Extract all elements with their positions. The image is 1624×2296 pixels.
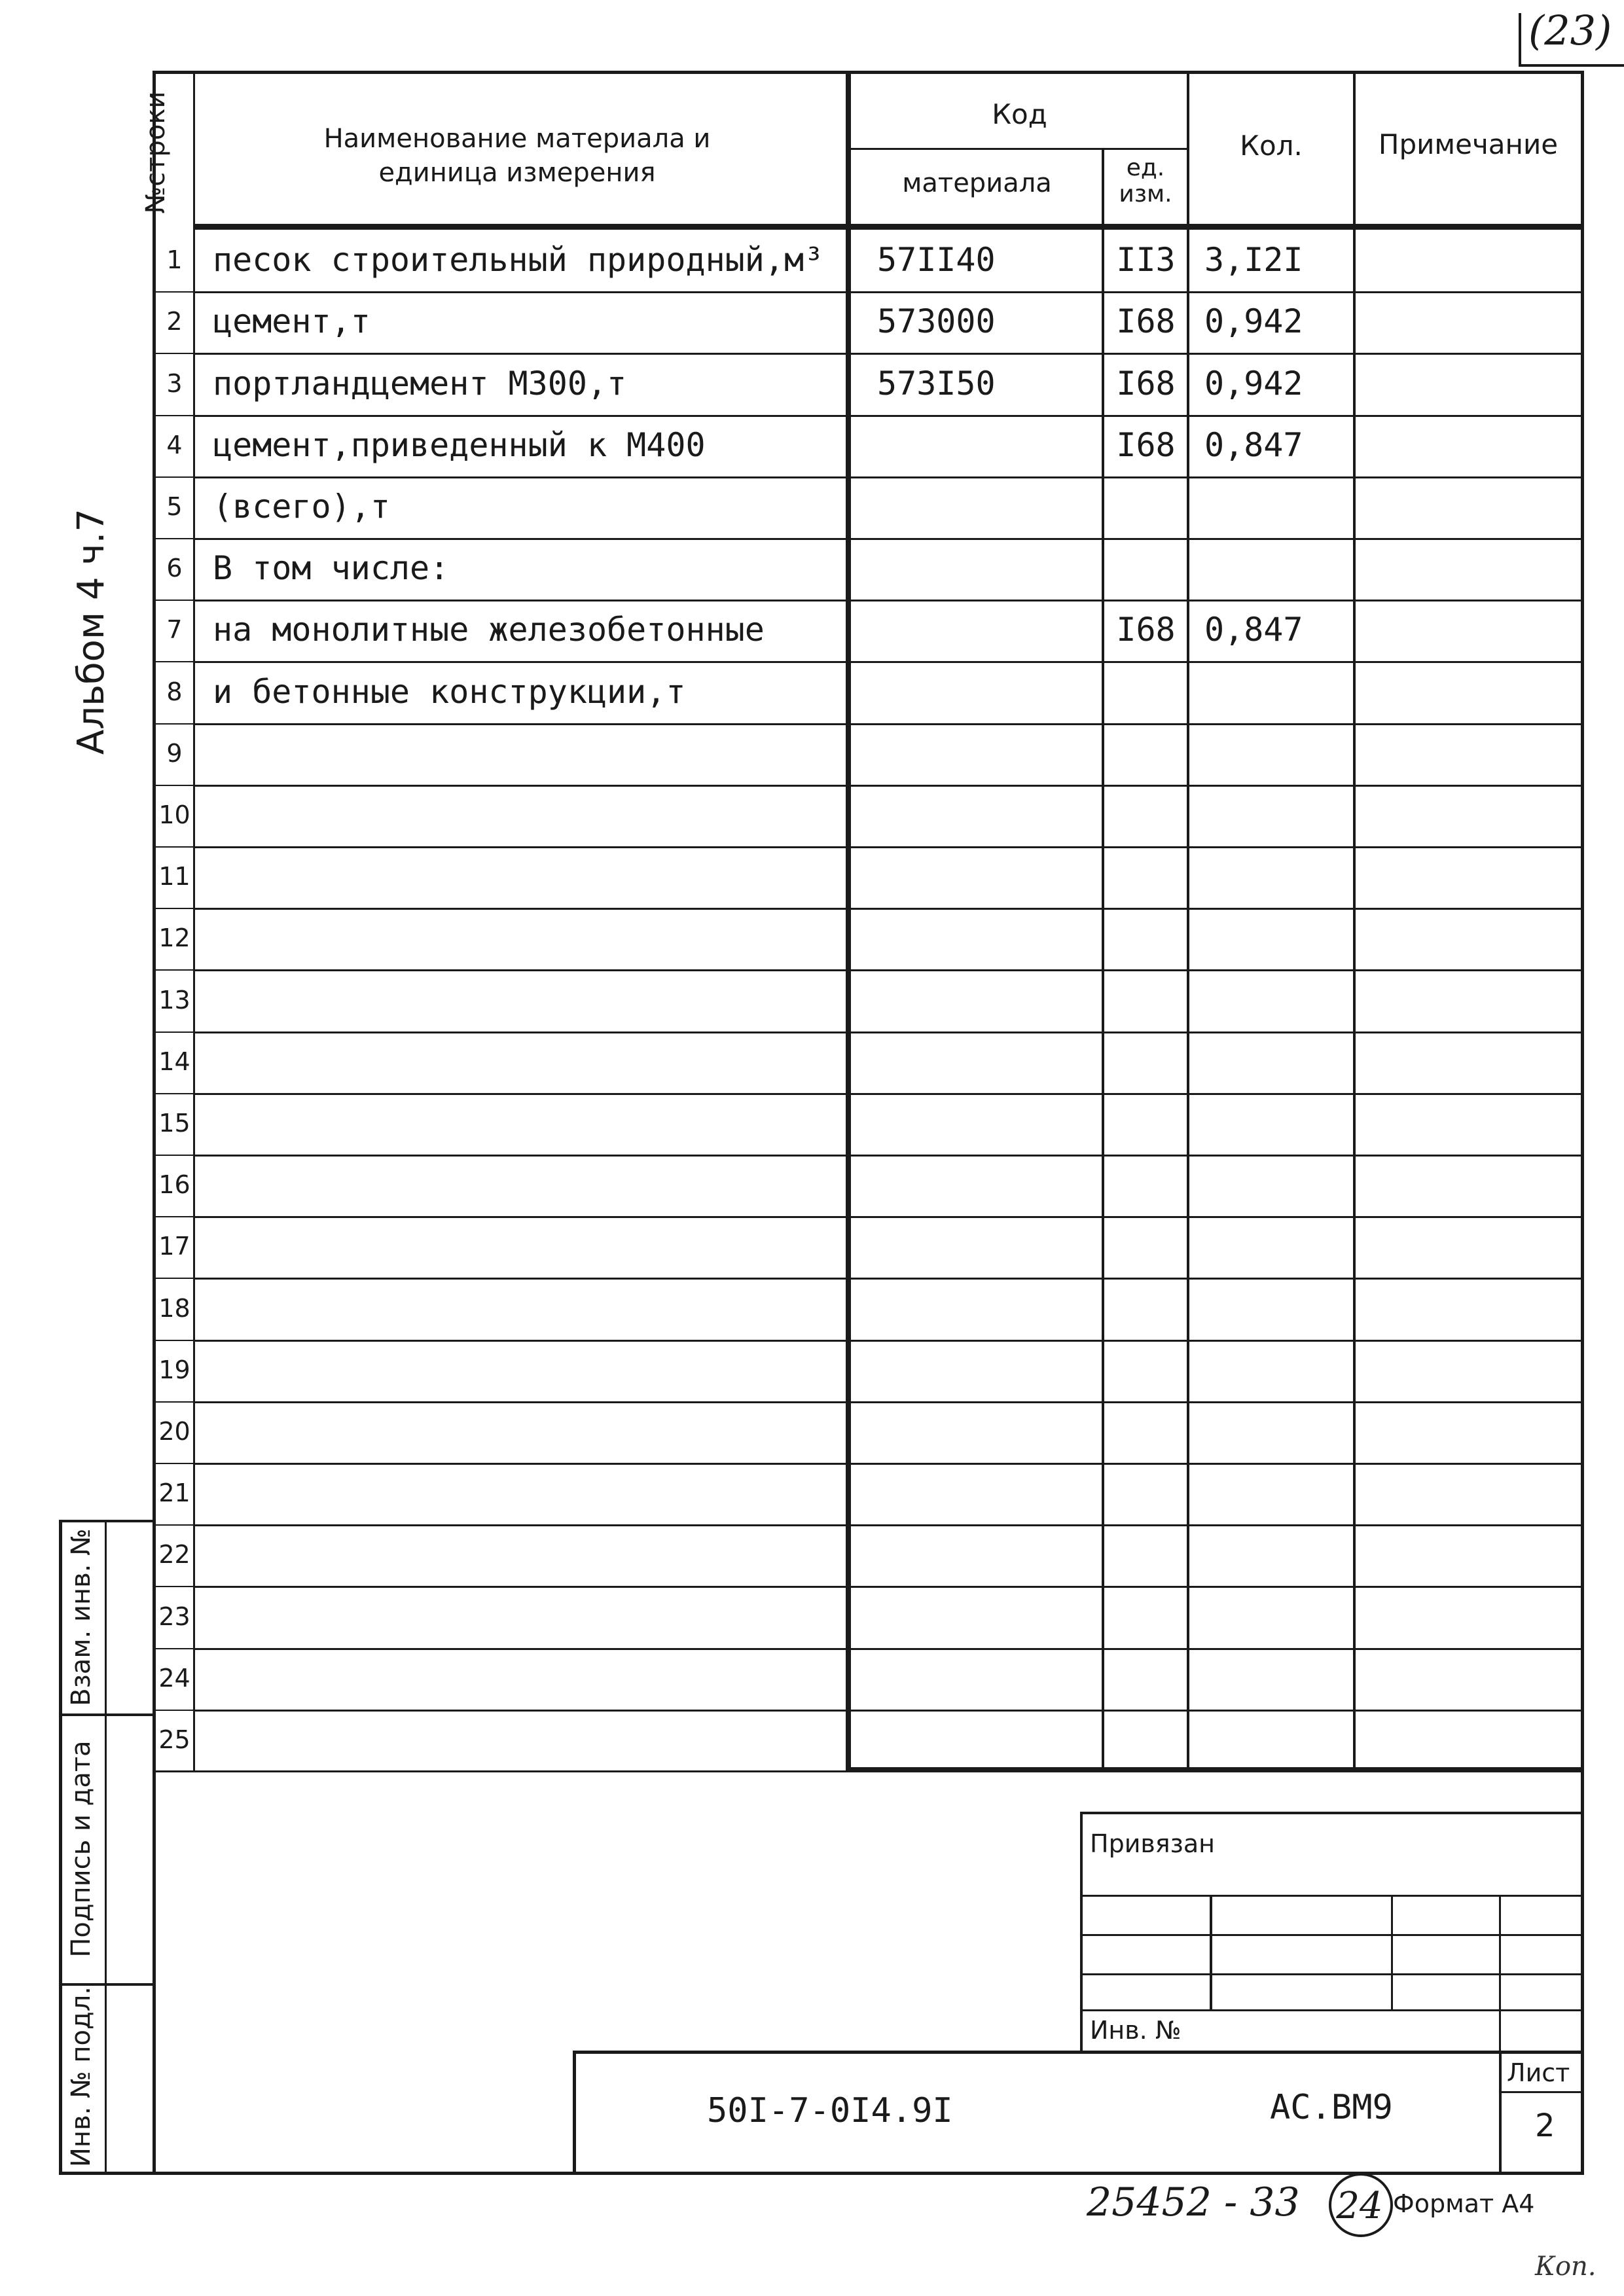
title-grid-v2 — [1391, 1895, 1393, 2009]
row-separator — [193, 476, 1584, 478]
row-separator — [193, 723, 1584, 725]
row-number-separator — [153, 1031, 194, 1033]
table-top-border — [153, 71, 1584, 74]
page-number-top: (23) — [1528, 7, 1612, 54]
row-number-separator — [153, 600, 194, 601]
doc-mark: АС.ВМ9 — [1270, 2088, 1393, 2127]
row-number: 20 — [158, 1417, 190, 1446]
doc-box-right — [1499, 2051, 1502, 2175]
row-number-separator — [153, 476, 194, 478]
row-number: 9 — [166, 739, 183, 768]
row-unit-code: I68 — [1116, 302, 1176, 340]
row-number: 16 — [158, 1170, 190, 1199]
row-material-name: (всего),т — [213, 488, 390, 526]
row-quantity: 3,I2I — [1204, 241, 1303, 279]
col-sep-unit — [1187, 71, 1189, 1770]
sheet-number: 2 — [1535, 2108, 1555, 2144]
row-separator — [193, 1031, 1584, 1033]
row-separator — [193, 1278, 1584, 1280]
header-bottom-border — [193, 224, 1584, 230]
row-number-separator — [153, 785, 194, 786]
row-number-separator — [153, 661, 194, 662]
row-unit-code: I68 — [1116, 426, 1176, 464]
header-note: Примечание — [1378, 128, 1559, 160]
row-separator — [193, 600, 1584, 601]
col-sep-mat — [1102, 149, 1104, 1770]
row-separator — [193, 1340, 1584, 1342]
row-separator — [193, 846, 1584, 848]
side-album-label: Альбом 4 ч.7 — [70, 509, 113, 755]
row-number-separator — [153, 538, 194, 539]
header-quantity: Кол. — [1240, 130, 1303, 162]
row-number: 14 — [158, 1047, 190, 1076]
row-separator — [193, 1093, 1584, 1095]
row-number-separator — [153, 1648, 194, 1649]
inv-number-label: Инв. № — [1090, 2016, 1182, 2045]
row-separator — [193, 415, 1584, 417]
row-separator — [193, 1216, 1584, 1218]
row-separator — [193, 969, 1584, 971]
row-number-separator — [153, 969, 194, 971]
footer-circled-number: 24 — [1336, 2185, 1383, 2227]
header-material-name: Наименование материала и единица измерения — [323, 124, 711, 188]
doc-code: 50I-7-0I4.9I — [707, 2091, 953, 2130]
row-quantity: 0,942 — [1204, 302, 1303, 340]
title-grid-v1 — [1210, 1895, 1212, 2009]
row-number: 23 — [158, 1602, 190, 1631]
title-grid-h4 — [1080, 2009, 1584, 2011]
row-number: 3 — [166, 368, 183, 398]
footer-signature: Коп. — [1535, 2251, 1597, 2282]
stamp-signature-date: Подпись и дата — [66, 1740, 96, 1958]
footer-handwritten-number: 25452 - 33 — [1087, 2179, 1300, 2225]
row-number: 1 — [166, 245, 183, 274]
row-number: 12 — [158, 924, 190, 952]
row-material-code: 573I50 — [877, 364, 996, 403]
row-number: 24 — [158, 1664, 190, 1693]
row-number-separator — [153, 1278, 194, 1279]
col-sep-name — [846, 71, 851, 1770]
row-separator — [193, 1586, 1584, 1588]
row-number-separator — [153, 1401, 194, 1403]
row-number: 21 — [158, 1479, 190, 1507]
code-subheader-sep — [846, 148, 1189, 150]
privyazan-top — [1080, 1812, 1584, 1814]
sheet-label: Лист — [1507, 2058, 1570, 2087]
row-number: 8 — [166, 677, 183, 706]
row-separator — [193, 1155, 1584, 1157]
row-number: 22 — [158, 1540, 190, 1569]
footer-format: Формат А4 — [1393, 2189, 1535, 2218]
col-sep-rowno — [193, 71, 195, 1770]
row-material-name: портландцемент М300,т — [213, 364, 627, 403]
row-number: 4 — [166, 431, 183, 459]
row-number-separator — [153, 908, 194, 909]
row-number-separator — [153, 415, 194, 416]
row-number: 6 — [166, 554, 183, 583]
stamp-outer-left — [59, 1521, 62, 2175]
row-separator — [193, 1648, 1584, 1650]
row-number-separator — [153, 353, 194, 354]
privyazan-label: Привязан — [1090, 1829, 1215, 1858]
doc-box-top — [573, 2051, 1584, 2054]
header-row-number: №строки — [141, 91, 171, 214]
top-corner-line — [1519, 64, 1624, 67]
row-separator — [193, 1401, 1584, 1403]
title-grid-h2 — [1080, 1934, 1584, 1936]
row-number-separator — [153, 846, 194, 848]
title-grid-h1 — [1080, 1895, 1584, 1897]
row-unit-code: I68 — [1116, 364, 1176, 403]
row-material-name: на монолитные железобетонные — [213, 611, 765, 649]
row-number: 13 — [158, 985, 190, 1014]
row-number: 17 — [158, 1232, 190, 1261]
row-number: 25 — [158, 1725, 190, 1754]
row-number-separator — [153, 1710, 194, 1711]
row-separator — [193, 538, 1584, 540]
row-number-separator — [153, 723, 194, 725]
row-number: 11 — [158, 862, 190, 891]
stamp-inv-podl: Инв. № подл. — [66, 1986, 96, 2167]
row-material-code: 573000 — [877, 302, 996, 340]
row-material-name: В том числе: — [213, 549, 450, 587]
title-grid-h3 — [1080, 1973, 1584, 1975]
title-grid-v3 — [1499, 1895, 1501, 2052]
doc-box-left — [573, 2051, 576, 2175]
row-number-separator — [153, 1524, 194, 1526]
row-number-separator — [153, 1216, 194, 1217]
row-number: 10 — [158, 800, 190, 829]
row-unit-code: II3 — [1116, 241, 1176, 279]
row-material-name: и бетонные конструкции,т — [213, 672, 686, 711]
row-material-name: цемент,т — [213, 302, 370, 340]
row-number-separator — [153, 1155, 194, 1156]
top-corner-mark — [1519, 13, 1521, 65]
row-separator — [193, 1710, 1584, 1712]
row-quantity: 0,847 — [1204, 426, 1303, 464]
row-number-separator — [153, 1586, 194, 1587]
table-right-border — [1581, 71, 1584, 2173]
row-separator — [193, 785, 1584, 787]
row-separator — [193, 908, 1584, 910]
row-number: 7 — [166, 615, 183, 644]
col-sep-qty — [1353, 71, 1356, 1770]
sheet-sep — [1499, 2091, 1584, 2093]
privyazan-left — [1080, 1812, 1083, 2053]
row-number: 19 — [158, 1355, 190, 1384]
table-last-row-line — [153, 1770, 1584, 1772]
row-unit-code: I68 — [1116, 611, 1176, 649]
header-code-unit: ед. изм. — [1119, 154, 1172, 207]
row-separator — [193, 353, 1584, 355]
row-number: 18 — [158, 1293, 190, 1323]
row-separator — [193, 1463, 1584, 1465]
row-number: 15 — [158, 1109, 190, 1138]
stamp-vzam-inv: Взам. инв. № — [66, 1528, 96, 1706]
stamp-inner-left — [105, 1521, 107, 2175]
header-code-material: материала — [902, 168, 1052, 198]
header-code: Код — [992, 98, 1047, 130]
row-number: 2 — [166, 307, 183, 336]
row-number-separator — [153, 1093, 194, 1094]
row-separator — [193, 661, 1584, 663]
row-number-separator — [153, 1340, 194, 1341]
row-number: 5 — [166, 492, 183, 521]
row-separator — [193, 291, 1584, 293]
row-number-separator — [153, 291, 194, 293]
row-separator — [193, 1524, 1584, 1526]
row-material-name: цемент,приведенный к М400 — [213, 426, 706, 464]
row-quantity: 0,847 — [1204, 611, 1303, 649]
row-quantity: 0,942 — [1204, 364, 1303, 403]
row-material-code: 57II40 — [877, 241, 996, 279]
row-material-name: песок строительный природный,м³ — [213, 241, 824, 279]
row-number-separator — [153, 1463, 194, 1464]
